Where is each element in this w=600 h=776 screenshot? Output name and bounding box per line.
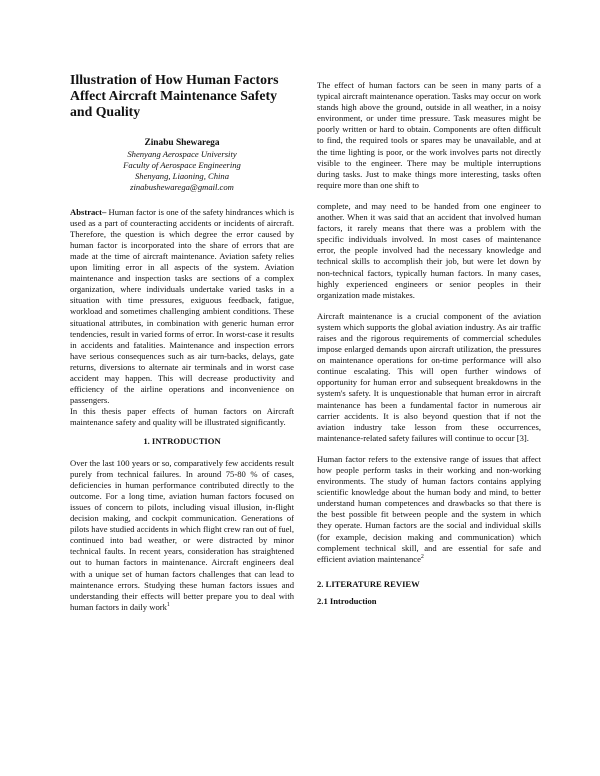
author-location: Shenyang, Liaoning, China (134, 170, 230, 181)
literature-introduction-subheading: 2.1 Introduction (317, 595, 377, 606)
author-email: zinabushewarega@gmail.com (130, 181, 234, 192)
left-column (70, 72, 294, 613)
author-block (70, 138, 294, 193)
abstract-text-2: In this thesis paper effects of human factors on Aircraft maintenance safety and quality will be illustrated significantly. (70, 406, 294, 428)
definition-end: aviation maintenance (347, 553, 421, 564)
abstract (70, 207, 294, 407)
introduction-heading: 1. INTRODUCTION (143, 436, 221, 447)
right-column (317, 80, 541, 617)
aircraft-maintenance-paragraph: Aircraft maintenance is a crucial component of the aviation system which supports the global aviation industry. As air traffic raises and the rigorous requirements of commercial schedules impose enlarged demands upon aircraft utilization, the pressures on maintenance operations for on-time performance will also continue escalating. This will open further windows of opportunity for human error and subsequent breakdowns in the system's safety. It is unquestionable that human error in aircraft maintenance has been a fundamental factor in numerous air carrier accidents. It is also beyond question that if not the aviation industry take lesson from these occurrences, maintenance-related safety failures will continue to occur [3]. (317, 310, 541, 443)
author-name: Zinabu Shewarega (144, 137, 220, 148)
paper-title: Illustration of How Human Factors Affect Aircraft Maintenance Safety and Quality (70, 72, 279, 120)
handover-paragraph: complete, and may need to be handed from one engineer to another. When it was said that an accident that involved human factors, it rarely means that there was a problem with the specific individuals involved. In most cases of maintenance error, the people involved had the necessary knowledge and technical skills to accomplish their job, but were let down by non-technical factors, typically human factors. In many cases, highly experienced engineers or senior peoples in their organization made mistakes. (317, 200, 541, 300)
author-faculty: Faculty of Aerospace Engineering (123, 159, 241, 170)
abstract-text: Human factor is one of the safety hindrances which is used as a part of counteracting accidents or incidents of aircraft. Therefore, the question is which degree the error caused by human factor is incorporated into the share of errors that are made at the time of aircraft maintenance. Aviation safety relies upon limiting error in all aspects of the system. Aviation maintenance and inspection tasks are sections of a complex organization, where individuals undertake varied tasks in a situation with time pressures, exiguous feedback, fatigue, workload and sometimes challenging ambient conditions. These situational attributes, in combination with generic human error tendencies, result in varied forms of error. In worst-case it results in accidents and fatalities. Maintenance and inspection errors have serious consequences such as air turn-backs, delays, gate returns, diversions to alternate air terminals and in worst case accident may happen. This will decrease productivity and efficiency of the airline operations and inconvenience on passengers. (70, 206, 294, 406)
footnote-mark-2: 2 (420, 553, 424, 560)
footnote-mark-1: 1 (166, 601, 170, 608)
introduction-text (70, 458, 294, 613)
author-university: Shenyang Aerospace University (127, 148, 237, 159)
introduction-body: Over the last 100 years or so, comparatively few accidents result purely from technical failures. In around 75-80 % of cases, deficiencies in human performance contributed directly to the outcome. For a long time, aviation human factors focused on issues of concern to pilots, including visual illusion, in-flight decision making, and cockpit communication. Generations of pilots have studied accidents in which flight crew ran out of fuel, continued into bad weather, or were distracted by minor technical faults. In recent years, consideration has straightened out to human factors in maintenance. Aircraft engineers deal with a unique set of human factors challenges that can lead to maintenance errors. Studying these human factors issues and understanding their effects will better prepare you to deal with human factors in daily work (70, 457, 294, 612)
literature-review-heading: 2. LITERATURE REVIEW (317, 578, 420, 589)
abstract-label: Abstract– (70, 206, 107, 217)
human-factor-definition-paragraph (317, 454, 541, 565)
definition-body: Human factor refers to the extensive range of issues that affect how people perform tasks in their working and non-working environments. The study of human factors contains applying scientific knowledge about the human body and mind, to better understand human competences and drawbacks so that there is the best possible fit between people and the system in which they operate. Human factors are the social and individual skills (for example, decision making and communication) which complement technical skill, and are essential for safe and efficient (317, 453, 541, 564)
human-factors-effect-paragraph: The effect of human factors can be seen in many parts of a typical aircraft maintenance operation. Tasks may occur on work stands high above the ground, outside in all weather, in a noisy environment, or under time pressure. Task measures might be poorly written or hard to obtain. Components are often difficult to find, the required tools or spares may be unavailable, and at the time lighting is poor, or the work involves parts not directly visible to the engineer. There may be multiple interruptions during tasks. Just to make things more interesting, tasks often require more than one shift to (317, 80, 541, 190)
